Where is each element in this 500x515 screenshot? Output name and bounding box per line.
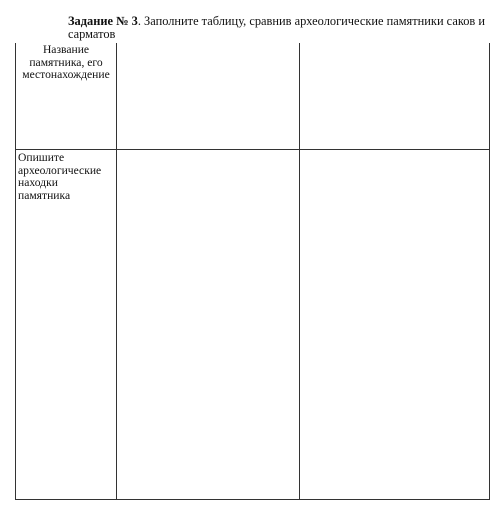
- task-heading: [68, 15, 488, 41]
- answer-cell-sarmat-finds[interactable]: [300, 150, 490, 500]
- comparison-table: [15, 43, 490, 500]
- row-label-line: археологические: [18, 163, 102, 177]
- table-row-finds: [16, 150, 490, 500]
- answer-cell-sarmat-name[interactable]: [300, 43, 490, 150]
- table-row-monument-name: [16, 43, 490, 150]
- row-label-line: памятника, его: [29, 55, 103, 69]
- answer-cell-saki-finds[interactable]: [117, 150, 300, 500]
- row-label-line: Опишите: [18, 151, 65, 164]
- row-label-line: памятника: [18, 188, 71, 202]
- row-label-line: местонахождение: [22, 68, 110, 82]
- row-label-finds: [16, 150, 117, 500]
- task-instruction: . Заполните таблицу, сравнив археологические памятники саков и сарматов: [68, 14, 485, 41]
- task-number: Задание № 3: [68, 14, 138, 28]
- answer-cell-saki-name[interactable]: [117, 43, 300, 150]
- row-label-line: находки: [18, 176, 58, 190]
- row-label-line: Название: [42, 43, 90, 56]
- row-label-monument-name: [16, 43, 117, 150]
